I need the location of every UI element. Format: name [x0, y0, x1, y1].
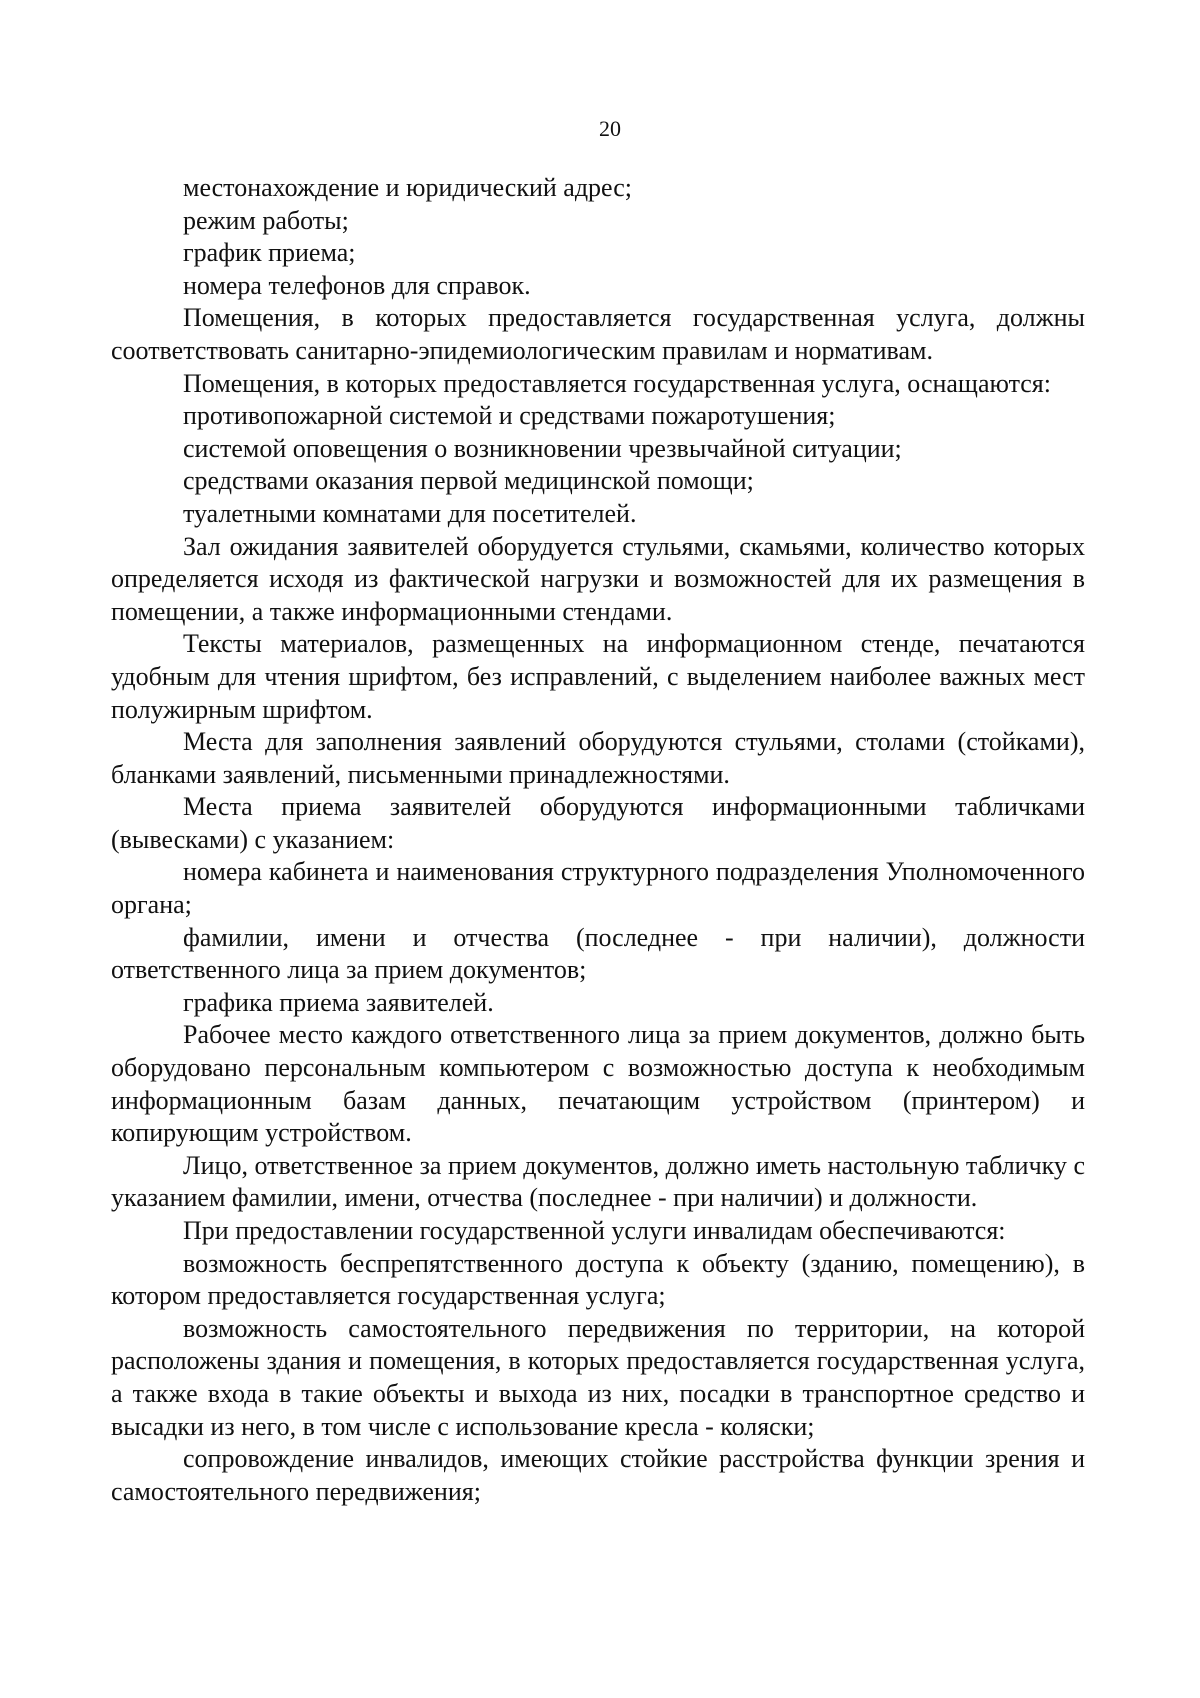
paragraph: режим работы;	[183, 205, 349, 235]
paragraph: Места приема заявителей оборудуются информационными табличками (вывесками) с указанием:	[111, 792, 1085, 854]
paragraph: средствами оказания первой медицинской помощи;	[183, 466, 754, 496]
paragraph: номера кабинета и наименования структурного подразделения Уполномоченного органа;	[111, 857, 1085, 920]
paragraph: Помещения, в которых предоставляется государственная услуга, должны соответствовать санитарно-эпидемиологическим правилам и нормативам.	[111, 303, 1085, 365]
paragraph: Лицо, ответственное за прием документов, должно иметь настольную табличку с указанием фамилии, имени, отчества (последнее - при наличии) и должности.	[111, 1150, 1085, 1213]
document-body	[111, 172, 1085, 1508]
paragraph: туалетными комнатами для посетителей.	[183, 498, 637, 528]
paragraph: фамилии, имени и отчества (последнее - при наличии), должности ответственного лица за прием документов;	[111, 922, 1085, 985]
paragraph: сопровождение инвалидов, имеющих стойкие расстройства функции зрения и самостоятельного передвижения;	[111, 1444, 1085, 1506]
page-number: 20	[599, 116, 621, 141]
paragraph: Рабочее место каждого ответственного лица за прием документов, должно быть оборудовано персональным компьютером с возможностью доступа к необходимым информационным базам данных, печатающим устройством (принтером) и копирующим устройством.	[111, 1020, 1085, 1148]
paragraph: Помещения, в которых предоставляется государственная услуга, оснащаются:	[183, 368, 1051, 398]
paragraph: системой оповещения о возникновении чрезвычайной ситуации;	[183, 433, 902, 463]
paragraph: Зал ожидания заявителей оборудуется стульями, скамьями, количество которых определяется исходя из фактической нагрузки и возможностей для их размещения в помещении, а также информационными стендами.	[111, 531, 1085, 626]
paragraph: местонахождение и юридический адрес;	[183, 173, 632, 202]
paragraph: противопожарной системой и средствами пожаротушения;	[183, 401, 836, 431]
paragraph: графика приема заявителей.	[183, 987, 494, 1017]
paragraph: При предоставлении государственной услуги инвалидам обеспечиваются:	[183, 1216, 1006, 1245]
paragraph: Места для заполнения заявлений оборудуются стульями, столами (стойками), бланками заявлений, письменными принадлежностями.	[111, 727, 1085, 789]
paragraph: график приема;	[183, 238, 356, 268]
paragraph: возможность самостоятельного передвижения по территории, на которой расположены здания и помещения, в которых предоставляется государственная услуга, а также входа в такие объекты и выхода из них, посадки в транспортное средство и высадки из него, в том числе с использование кресла - коляски;	[111, 1313, 1085, 1441]
paragraph: номера телефонов для справок.	[183, 270, 531, 300]
paragraph: Тексты материалов, размещенных на информационном стенде, печатаются удобным для чтения шрифтом, без исправлений, с выделением наиболее важных мест полужирным шрифтом.	[111, 629, 1085, 724]
paragraph: возможность беспрепятственного доступа к объекту (зданию, помещению), в котором предоставляется государственная услуга;	[111, 1248, 1085, 1311]
